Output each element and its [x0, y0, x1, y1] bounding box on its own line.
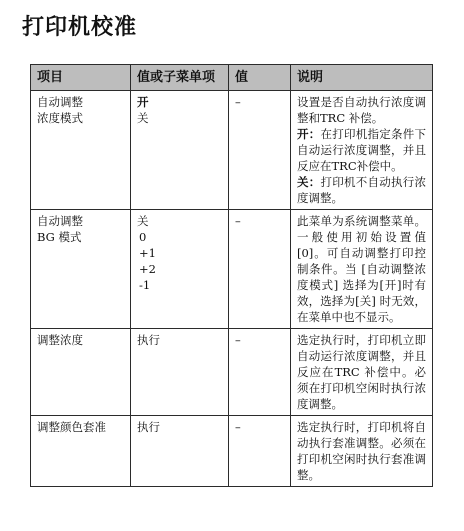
option-value: 0 — [139, 230, 147, 244]
value-dash: – — [235, 214, 241, 228]
item-cell — [31, 329, 131, 416]
page-title: 打印机校准 — [22, 15, 138, 40]
item-name-line: 调整颜色套准 — [37, 420, 106, 434]
description-text: 此菜单为系统调整菜单。一般使用初始设置值 [0]。可自动调整打印控制条件。当 [自动调整浓度模式] 选择为[开]时有效，选择为[关] 时无效，在菜单中也不显示。 — [297, 214, 426, 324]
value-cell — [229, 329, 291, 416]
header-value: 值 — [229, 65, 291, 91]
value-cell — [229, 210, 291, 329]
description-text: 设置是否自动执行浓度调整和TRC 补偿。 — [297, 95, 426, 125]
options-cell — [131, 91, 229, 210]
description-paragraph — [297, 332, 426, 412]
item-name-line: 自动调整 — [37, 95, 83, 109]
description-cell — [291, 91, 433, 210]
value-cell — [229, 91, 291, 210]
description-paragraph — [297, 213, 426, 325]
item-name-line: 调整浓度 — [37, 333, 83, 347]
option-value: 执行 — [137, 333, 160, 347]
item-cell — [31, 210, 131, 329]
options-cell — [131, 416, 229, 487]
option-value: 执行 — [137, 420, 160, 434]
table-header-row — [31, 65, 433, 91]
header-item: 项目 — [31, 65, 131, 91]
description-paragraph — [297, 126, 426, 174]
table-row — [31, 91, 433, 210]
item-name-line: BG 模式 — [37, 230, 82, 244]
option-value: 关 — [137, 214, 149, 228]
settings-table — [30, 64, 433, 487]
item-name-line: 自动调整 — [37, 214, 83, 228]
header-description: 说明 — [291, 65, 433, 91]
item-cell — [31, 91, 131, 210]
description-option-label: 关： — [297, 175, 321, 189]
option-value: +2 — [139, 262, 156, 276]
description-cell — [291, 329, 433, 416]
description-paragraph — [297, 174, 426, 206]
table-row — [31, 329, 433, 416]
table-row — [31, 210, 433, 329]
option-value: -1 — [139, 278, 151, 292]
item-name-line: 浓度模式 — [37, 111, 83, 125]
option-value: +1 — [139, 246, 156, 260]
value-dash: – — [235, 333, 241, 347]
header-values-or-submenu: 值或子菜单项 — [131, 65, 229, 91]
table-body — [31, 91, 433, 487]
description-cell — [291, 210, 433, 329]
description-text: 在打印机指定条件下自动运行浓度调整，并且反应在TRC补偿中。 — [297, 127, 426, 173]
description-option-label: 开： — [297, 127, 321, 141]
item-cell — [31, 416, 131, 487]
description-cell — [291, 416, 433, 487]
description-text: 选定执行时，打印机立即自动运行浓度调整，并且反应在TRC 补偿中。必须在打印机空闲时执行浓度调整。 — [297, 333, 426, 411]
value-dash: – — [235, 420, 241, 434]
description-text: 打印机不自动执行浓度调整。 — [297, 175, 426, 205]
value-dash: – — [235, 95, 241, 109]
description-paragraph — [297, 419, 426, 483]
options-cell — [131, 210, 229, 329]
description-paragraph — [297, 94, 426, 126]
options-cell — [131, 329, 229, 416]
table-row — [31, 416, 433, 487]
option-default-value: 开 — [137, 95, 149, 109]
option-value: 关 — [137, 111, 149, 125]
description-text: 选定执行时，打印机将自动执行套准调整。必须在打印机空闲时执行套准调整。 — [297, 420, 426, 482]
value-cell — [229, 416, 291, 487]
